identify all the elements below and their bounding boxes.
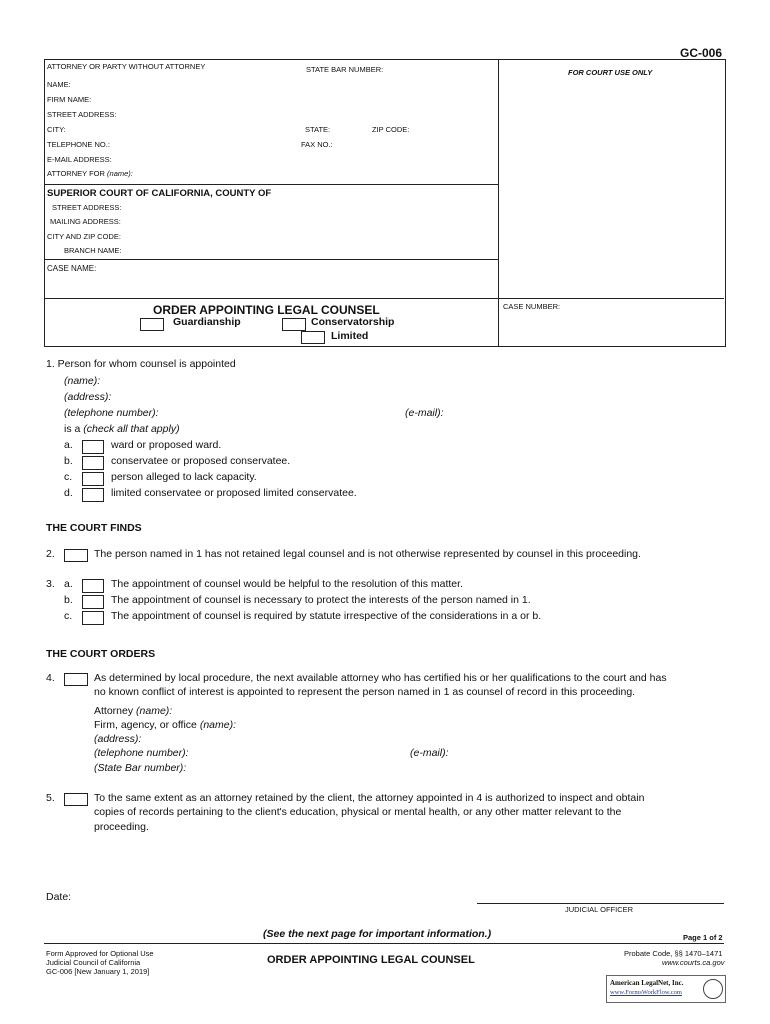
guardianship-checkbox[interactable]	[140, 318, 164, 331]
item1d-letter: d.	[64, 487, 73, 499]
case-name-label: CASE NAME:	[47, 264, 97, 273]
item3b-text: The appointment of counsel is necessary to protect the interests of the person named in 1.	[111, 594, 531, 606]
name-label: NAME:	[47, 80, 71, 89]
item3b-checkbox[interactable]	[82, 595, 104, 609]
item1d-text: limited conservatee or proposed limited conservatee.	[111, 487, 357, 499]
form-number: GC-006	[680, 46, 723, 60]
attorney-for-label	[47, 169, 133, 178]
item1a-letter: a.	[64, 439, 73, 451]
court-use-label: FOR COURT USE ONLY	[568, 68, 653, 77]
item4-attorney-name-label: (name):	[136, 705, 173, 717]
item2-checkbox[interactable]	[64, 549, 88, 562]
courts-website: www.courts.ca.gov	[662, 958, 725, 967]
item4-address-label: (address):	[94, 733, 142, 745]
item1a-checkbox[interactable]	[82, 440, 104, 454]
court-orders-heading: THE COURT ORDERS	[46, 648, 156, 660]
item4-email-label: (e-mail):	[410, 747, 449, 759]
attorney-label: ATTORNEY OR PARTY WITHOUT ATTORNEY	[47, 62, 206, 71]
publisher-name: American LegalNet, Inc.	[610, 979, 684, 987]
item2-text: The person named in 1 has not retained legal counsel and is not otherwise represented by counsel in this proceeding.	[94, 548, 641, 560]
item1b-letter: b.	[64, 455, 73, 467]
statute-citation: Probate Code, §§ 1470–1471	[624, 949, 723, 958]
item2-number: 2.	[46, 548, 55, 560]
item1-is-a	[64, 423, 180, 435]
attorney-for-text: ATTORNEY FOR	[47, 169, 105, 178]
telephone-label: TELEPHONE NO.:	[47, 140, 110, 149]
footer-rule	[44, 943, 724, 944]
court-branch-label: BRANCH NAME:	[64, 246, 122, 255]
court-mailing-label: MAILING ADDRESS:	[50, 217, 121, 226]
firm-name-label: FIRM NAME:	[47, 95, 92, 104]
item1b-text: conservatee or proposed conservatee.	[111, 455, 291, 467]
zip-code-label: ZIP CODE:	[372, 125, 410, 134]
caption-box	[44, 59, 726, 347]
item1a-text: ward or proposed ward.	[111, 439, 222, 451]
fax-label: FAX NO.:	[301, 140, 333, 149]
item4-attorney	[94, 705, 172, 717]
item4-checkbox[interactable]	[64, 673, 88, 686]
form-title: ORDER APPOINTING LEGAL COUNSEL	[153, 303, 380, 317]
attorney-for-name-label: (name):	[107, 169, 133, 178]
item4-number: 4.	[46, 672, 55, 684]
item1b-checkbox[interactable]	[82, 456, 104, 470]
form-approved-line2: Judicial Council of California	[46, 958, 141, 967]
judicial-officer-label: JUDICIAL OFFICER	[565, 905, 634, 914]
guardianship-label: Guardianship	[173, 316, 241, 328]
item1-address-label: (address):	[64, 391, 112, 403]
attorney-section-divider	[44, 184, 498, 185]
conservatorship-label: Conservatorship	[311, 316, 395, 328]
date-label: Date:	[46, 891, 72, 903]
item1-name-label: (name):	[64, 375, 101, 387]
court-section-divider	[44, 259, 498, 260]
item4-telephone-label: (telephone number):	[94, 747, 189, 759]
item4-line1: As determined by local procedure, the next available attorney who has certified his or her qualifications to the court and has	[94, 672, 667, 684]
email-address-label: E-MAIL ADDRESS:	[47, 155, 112, 164]
item4-firm	[94, 719, 236, 731]
item3c-checkbox[interactable]	[82, 611, 104, 625]
court-title: SUPERIOR COURT OF CALIFORNIA, COUNTY OF	[47, 188, 272, 199]
next-page-note: (See the next page for important information.)	[263, 928, 492, 940]
item5-number: 5.	[46, 792, 55, 804]
page-number: Page 1 of 2	[683, 933, 723, 942]
publisher-seal-icon	[703, 979, 723, 999]
item1c-checkbox[interactable]	[82, 472, 104, 486]
item4-firm-name-label: (name):	[199, 719, 237, 731]
item3c-text: The appointment of counsel is required by statute irrespective of the considerations in a or b.	[111, 610, 542, 622]
signature-line	[477, 903, 724, 904]
item1-telephone-label: (telephone number):	[64, 407, 159, 419]
item1c-letter: c.	[64, 471, 73, 483]
item5-checkbox[interactable]	[64, 793, 88, 806]
state-bar-label: STATE BAR NUMBER:	[306, 65, 384, 74]
item4-firm-text: Firm, agency, or office	[94, 719, 200, 731]
state-label: STATE:	[305, 125, 331, 134]
item1-email-label: (e-mail):	[405, 407, 444, 419]
item3a-letter: a.	[64, 578, 73, 590]
form-approved-line3: GC-006 [New January 1, 2019]	[46, 967, 150, 976]
caption-divider	[498, 59, 499, 346]
item5-line1: To the same extent as an attorney retained by the client, the attorney appointed in 4 is authorized to inspect and obtain	[94, 792, 645, 804]
limited-label: Limited	[331, 330, 369, 342]
item3-number: 3.	[46, 578, 55, 590]
item1c-text: person alleged to lack capacity.	[111, 471, 257, 483]
case-name-divider	[44, 298, 724, 299]
item1d-checkbox[interactable]	[82, 488, 104, 502]
court-city-zip-label: CITY AND ZIP CODE:	[47, 232, 121, 241]
item4-line2: no known conflict of interest is appointed to represent the person named in 1 as counsel of record in this proceeding.	[94, 686, 636, 698]
item3a-checkbox[interactable]	[82, 579, 104, 593]
form-approved-line1: Form Approved for Optional Use	[46, 949, 154, 958]
court-street-label: STREET ADDRESS:	[52, 203, 122, 212]
item1-is-a-text: is a	[64, 423, 84, 435]
conservatorship-checkbox[interactable]	[282, 318, 306, 331]
item5-line3: proceeding.	[94, 821, 149, 833]
item4-state-bar-label: (State Bar number):	[94, 762, 187, 774]
limited-checkbox[interactable]	[301, 331, 325, 344]
item3b-letter: b.	[64, 594, 73, 606]
item3c-letter: c.	[64, 610, 73, 622]
street-address-label: STREET ADDRESS:	[47, 110, 117, 119]
court-finds-heading: THE COURT FINDS	[46, 522, 142, 534]
item1-intro: 1. Person for whom counsel is appointed	[46, 358, 236, 370]
city-label: CITY:	[47, 125, 66, 134]
item3a-text: The appointment of counsel would be helpful to the resolution of this matter.	[111, 578, 463, 590]
item4-attorney-text: Attorney	[94, 705, 137, 717]
item5-line2: copies of records pertaining to the client's education, physical or mental health, or any other matter relevant to the	[94, 806, 622, 818]
case-number-label: CASE NUMBER:	[503, 302, 561, 311]
footer-title: ORDER APPOINTING LEGAL COUNSEL	[267, 954, 475, 966]
item1-check-all: (check all that apply)	[83, 423, 180, 435]
publisher-link[interactable]: www.FormsWorkFlow.com	[610, 989, 682, 996]
